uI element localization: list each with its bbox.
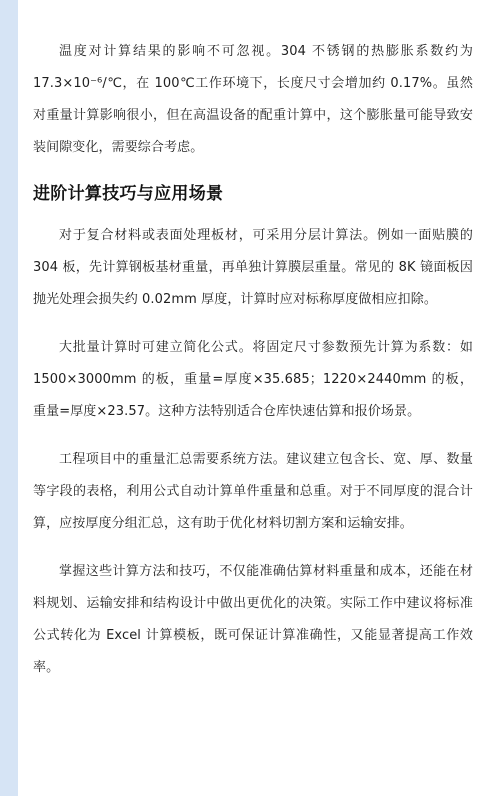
paragraph-intro: 温度对计算结果的影响不可忽视。304 不锈钢的热膨胀系数约为 17.3×10⁻⁶/℃，在 100℃工作环境下，长度尺寸会增加约 0.17%。虽然对重量计算影响很小，但在高温设备的配重计算中，这个膨胀量可能导致安装间隙变化，需要综合考虑。 [33,44,473,155]
paragraph-layered-calculation: 对于复合材料或表面处理板材，可采用分层计算法。例如一面贴膜的 304 板，先计算钢板基材重量，再单独计算膜层重量。常见的 8K 镜面板因抛光处理会损失约 0.02mm 厚度，计算时应对标称厚度做相应扣除。 [33,228,473,307]
paragraph-simplified-formula: 大批量计算时可建立简化公式。将固定尺寸参数预先计算为系数：如 1500×3000mm 的板，重量=厚度×35.685；1220×2440mm 的板，重量=厚度×23.57。这种方法特别适合仓库快速估算和报价场景。 [33,340,473,419]
paragraph-weight-summary: 工程项目中的重量汇总需要系统方法。建议建立包含长、宽、厚、数量等字段的表格，利用公式自动计算单件重量和总重。对于不同厚度的混合计算，应按厚度分组汇总，这有助于优化材料切割方案和运输安排。 [33,452,473,531]
article-content [33,36,473,700]
paragraph-conclusion: 掌握这些计算方法和技巧，不仅能准确估算材料重量和成本，还能在材料规划、运输安排和结构设计中做出更优化的决策。实际工作中建议将标准公式转化为 Excel 计算模板，既可保证计算准确性，又能显著提高工作效率。 [33,564,473,675]
section-heading: 进阶计算技巧与应用场景 [33,184,224,204]
